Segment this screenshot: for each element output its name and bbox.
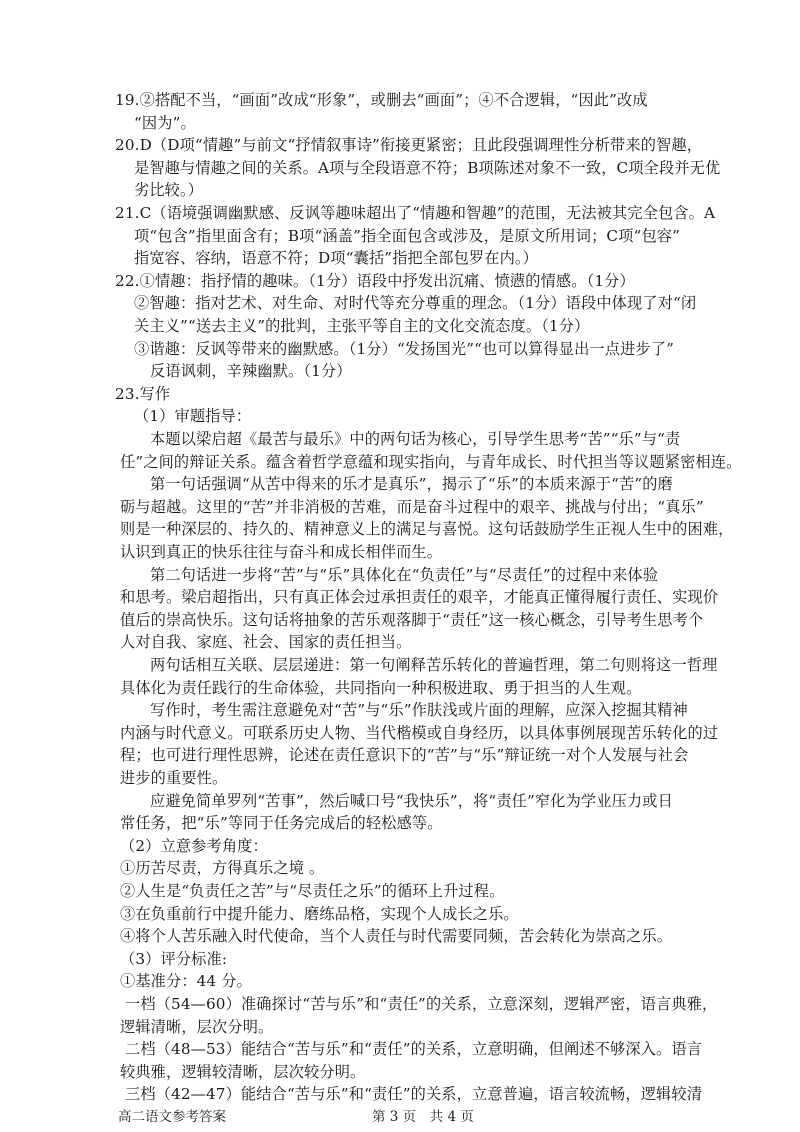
q23-grade-1-line-2: 逻辑清晰，层次分明。 bbox=[120, 1017, 274, 1036]
q23-grade-2-line-1: 二档（48—53）能结合“苦与乐”和“责任”的关系，立意明确，但阐述不够深入。语言 bbox=[125, 1040, 703, 1059]
q22-line-4: ③谐趣：反讽等带来的幽默感。（1分）“发扬国光”“也可以算得显出一点进步了” bbox=[134, 339, 675, 358]
q21-line-3: 指宽容、容纳，语意不符；D项“囊括”指把全部包罗在内。） bbox=[134, 249, 538, 268]
q23-grade-3-line-1: 三档（42—47）能结合“苦与乐”和“责任”的关系，立意普遍，语言较流畅，逻辑较清 bbox=[125, 1085, 703, 1104]
q22-line-3: 关主义”“送去主义”的批判，主张平等自主的文化交流态度。（1分） bbox=[134, 317, 590, 335]
q23-section-2-heading: （2）立意参考角度： bbox=[120, 836, 268, 855]
q23-p6-line-1: 应避免简单罗列“苦事”，然后喊口号“我快乐”，将“责任”窄化为学业压力或日 bbox=[150, 791, 673, 810]
q23-section-1-heading: （1）审题指导： bbox=[134, 407, 252, 426]
footer-course-label: 高二语文参考答案 bbox=[118, 1109, 226, 1125]
q20-line-1: 20.D（D项“情趣”与前文“抒情叙事诗”衔接更紧密；且此段强调理性分析带来的智趣， bbox=[115, 136, 703, 155]
q23-base-score: ①基准分：44 分。 bbox=[120, 972, 252, 991]
q23-p6-line-2: 常任务，把“乐”等同于任务完成后的轻松感等。 bbox=[120, 814, 443, 833]
q23-p2-line-2: 砺与超越。这里的“苦”并非消极的苦难，而是奋斗过程中的艰辛、挑战与付出；“真乐” bbox=[120, 497, 704, 516]
footer-page-number: 第 3 页 共 4 页 bbox=[372, 1109, 474, 1125]
q23-p1-line-1: 本题以梁启超《最苦与最乐》中的两句话为核心，引导学生思考“苦”“乐”与“责 bbox=[150, 430, 681, 448]
q20-line-2: 是智趣与情趣之间的关系。A项与全段语意不符；B项陈述对象不一致，C项全段并无优 bbox=[134, 158, 721, 177]
q23-angle-2: ②人生是“负责任之苦”与“尽责任之乐”的循环上升过程。 bbox=[120, 882, 505, 900]
q23-p3-line-1: 第二句话进一步将“苦”与“乐”具体化在“负责任”与“尽责任”的过程中来体验 bbox=[150, 565, 659, 584]
q23-title: 23.写作 bbox=[115, 384, 171, 403]
q23-p2-line-3: 则是一种深层的、持久的、精神意义上的满足与喜悦。这句话鼓励学生正视人生中的困难， bbox=[120, 520, 734, 539]
q23-p4-line-1: 两句话相互关联、层层递进：第一句阐释苦乐转化的普遍哲理，第二句则将这一哲理 bbox=[150, 656, 718, 674]
q23-p5-line-3: 程；也可进行理性思辨，论述在责任意识下的“苦”与“乐”辩证统一对个人发展与社会 bbox=[120, 746, 689, 765]
q23-p2-line-1: 第一句话强调“从苦中得来的乐才是真乐”，揭示了“乐”的本质来源于“苦”的磨 bbox=[150, 475, 673, 494]
q23-section-3-heading: （3）评分标准: bbox=[120, 949, 228, 968]
q21-line-2: 项“包含”指里面含有；B项“涵盖”指全面包含或涉及，是原文所用词；C项“包容” bbox=[134, 226, 681, 245]
q19-line-2: “因为”。 bbox=[134, 113, 196, 132]
q23-p5-line-1: 写作时，考生需注意避免对“苦”与“乐”作肤浅或片面的理解，应深入挖掘其精神 bbox=[150, 701, 688, 720]
q23-p3-line-2: 和思考。梁启超指出，只有真正体会过承担责任的艰辛，才能真正懂得履行责任、实现价 bbox=[120, 588, 719, 607]
q22-line-5: 反语讽刺，辛辣幽默。（1分） bbox=[150, 362, 352, 381]
q23-p4-line-2: 具体化为责任践行的生命体验，共同指向一种积极进取、勇于担当的人生观。 bbox=[120, 678, 642, 697]
q23-angle-4: ④将个人苦乐融入时代使命，当个人责任与时代需要同频，苦会转化为崇高之乐。 bbox=[120, 927, 673, 946]
q23-angle-3: ③在负重前行中提升能力、磨练品格，实现个人成长之乐。 bbox=[120, 904, 519, 923]
q23-angle-1: ①历苦尽责，方得真乐之境 。 bbox=[120, 859, 325, 878]
q22-line-1: 22.①情趣：指抒情的趣味。（1分）语段中抒发出沉痛、愤懑的情感。（1分） bbox=[115, 271, 635, 290]
q23-grade-2-line-2: 较典雅，逻辑较清晰，层次较分明。 bbox=[120, 1062, 366, 1081]
q21-line-1: 21.C（语境强调幽默感、反讽等趣味超出了“情趣和智趣”的范围，无法被其完全包含。A bbox=[115, 204, 716, 222]
q23-p2-line-4: 认识到真正的快乐往往与奋斗和成长相伴而生。 bbox=[120, 543, 443, 561]
q20-line-3: 劣比较。） bbox=[134, 181, 204, 200]
q23-p3-line-3: 值后的崇高快乐。这句话将抽象的苦乐观落脚于“责任”这一核心概念，引导考生思考个 bbox=[120, 610, 704, 629]
q22-line-2: ②智趣：指对艺术、对生命、对时代等充分尊重的理念。（1分）语段中体现了对“闭 bbox=[134, 294, 697, 313]
q23-p5-line-4: 进步的重要性。 bbox=[120, 769, 228, 787]
q19-line-1: 19.②搭配不当，“画面”改成“形象”，或删去“画面”；④不合逻辑，“因此”改成 bbox=[115, 91, 648, 109]
q23-grade-1-line-1: 一档（54—60）准确探讨“苦与乐”和“责任”的关系，立意深刻，逻辑严密，语言典雅， bbox=[125, 995, 718, 1013]
q23-p3-line-4: 人对自我、家庭、社会、国家的责任担当。 bbox=[120, 633, 412, 652]
q23-p1-line-2: 任”之间的辩证关系。蕴含着哲学意蕴和现实指向，与青年成长、时代担当等议题紧密相连。 bbox=[120, 452, 742, 471]
q23-p5-line-2: 内涵与时代意义。可联系历史人物、当代楷模或自身经历，以具体事例展现苦乐转化的过 bbox=[120, 723, 719, 742]
